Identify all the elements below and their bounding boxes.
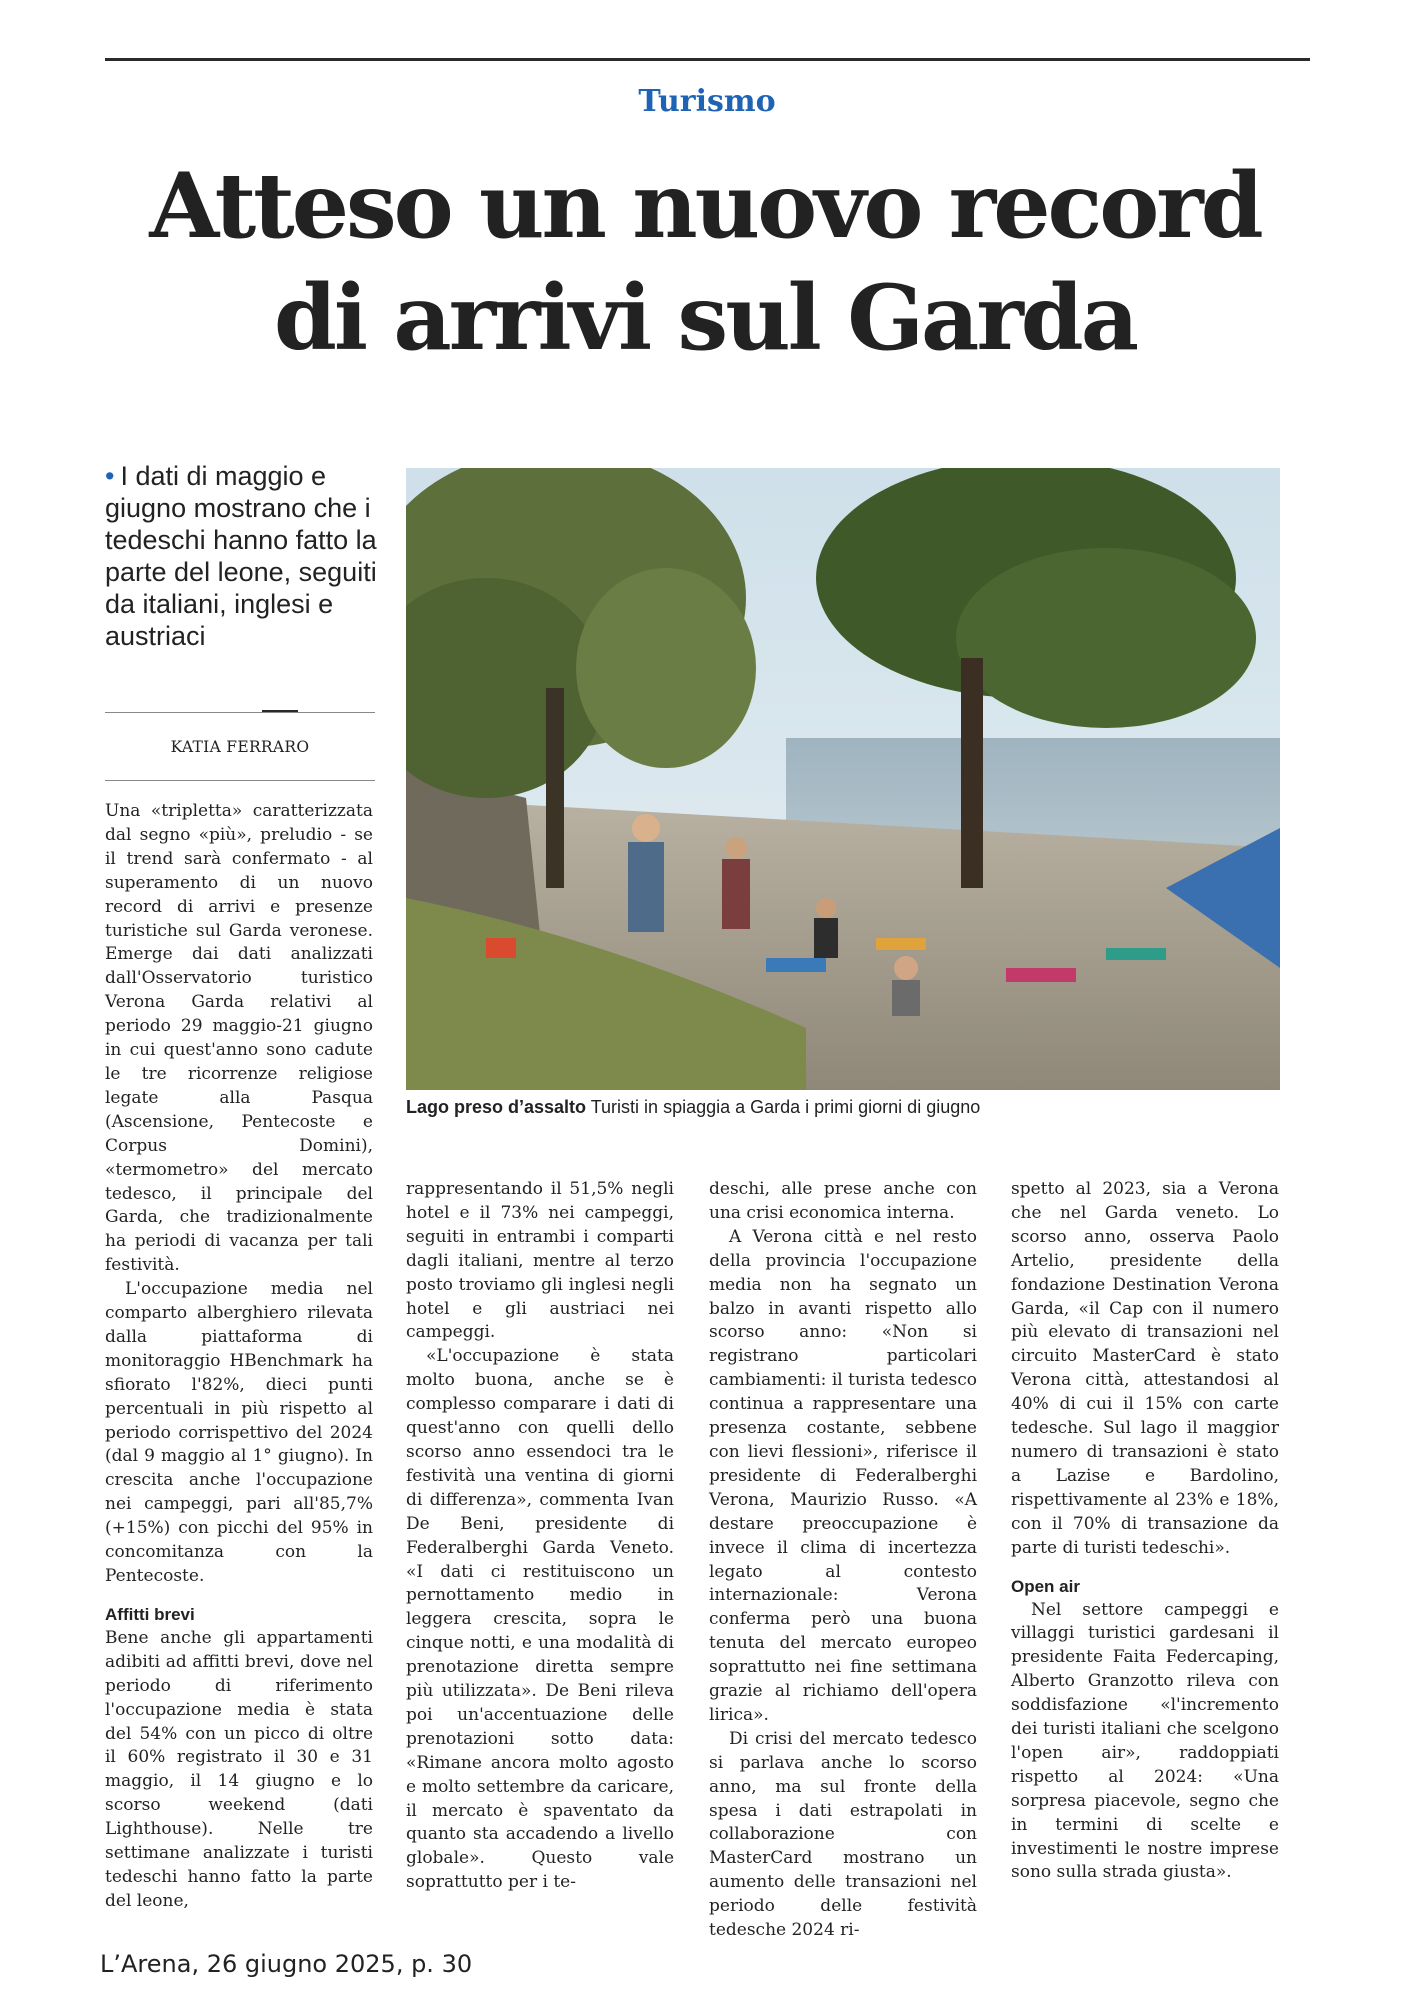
column-3-paragraph-3: Di crisi del mercato tedesco si parlava anche lo scorso anno, ma sul fronte della spesa i dati estrapolati in collaborazione con MasterCard mostrano un aumento delle transazioni nel periodo delle festività tedesche 2024 ri- (709, 1728, 977, 1941)
column-1 (105, 800, 373, 1914)
column-2 (406, 1178, 674, 1895)
caption-text: Turisti in spiaggia a Garda i primi giorni di giugno (586, 1097, 981, 1117)
headline-line-1: Atteso un nuovo record (149, 153, 1261, 259)
source-footer: L’Arena, 26 giugno 2025, p. 30 (100, 1950, 473, 1978)
section-label: Turismo (638, 84, 776, 119)
photo-caption (406, 1097, 1280, 1118)
byline-rule-bottom (105, 780, 375, 781)
byline-rule-top (105, 712, 375, 713)
column-2-paragraph-2: «L'occupazione è stata molto buona, anche se è complesso comparare i dati di quest'anno con quelli dello scorso anno essendoci tra le festività una ventina di giorni di differenza», commenta Ivan De Beni, presidente di Federalberghi Garda Veneto. «I dati ci restituiscono un pernottamento medio in leggera crescita, sopra le cinque notti, e una modalità di prenotazione diretta sempre più utilizzata». De Beni rileva poi un'accentuazione delle prenotazioni sotto data: «Rimane ancora molto agosto e molto settembre da caricare, il mercato è spaventato da quanto sta accadendo a livello globale». Questo vale soprattutto per i te- (406, 1346, 674, 1893)
summary (105, 460, 377, 652)
headline (60, 150, 1350, 374)
column-1-paragraph-3: Bene anche gli appartamenti adibiti ad affitti brevi, dove nel periodo di riferimento l'occupazione media è stata del 54% con un picco di oltre il 60% registrato il 30 e 31 maggio, il 14 giugno e lo scorso weekend (dati Lighthouse). Nelle tre settimane analizzate i turisti tedeschi hanno fatto la parte del leone, (105, 1627, 373, 1911)
top-rule (105, 58, 1310, 61)
column-3-paragraph-2: A Verona città e nel resto della provincia l'occupazione media non ha segnato un balzo in avanti rispetto allo scorso anno: «Non si registrano particolari cambiamenti: il turista tedesco continua a rappresentare una presenza costante, sebbene con lievi flessioni», riferisce il presidente di Federalberghi Verona, Maurizio Russo. «A destare preoccupazione è invece il clima di incertezza legato al contesto internazionale: Verona conferma però una buona tenuta del mercato europeo soprattutto nei fine settimana grazie al richiamo dell'opera lirica». (709, 1226, 977, 1725)
byline: KATIA FERRARO (170, 738, 310, 756)
subheading-affitti-brevi: Affitti brevi (105, 1604, 195, 1624)
headline-line-2: di arrivi sul Garda (273, 265, 1137, 371)
column-4 (1011, 1178, 1279, 1885)
column-1-paragraph-1: Una «tripletta» caratterizzata dal segno «più», preludio - se il trend sarà confermato - al superamento di un nuovo record di arrivi e presenze turistiche sul Garda veronese. Emerge dai dati analizzati dall'Osservatorio turistico Verona Garda relativi al periodo 29 maggio-21 giugno in cui quest'anno sono cadute le tre ricorrenze religiose legate alla Pasqua (Ascensione, Pentecoste e Corpus Domini), «termometro» del mercato tedesco, il principale del Garda, che tradizionalmente ha periodi di vacanza per tali festività. (105, 801, 373, 1276)
summary-text: I dati di maggio e giugno mostrano che i tedeschi hanno fatto la parte del leone, seguiti da italiani, inglesi e austriaci (105, 461, 377, 651)
column-3-paragraph-1: deschi, alle prese anche con una crisi economica interna. (709, 1179, 977, 1223)
column-3 (709, 1178, 977, 1943)
column-2-paragraph-1: rappresentando il 51,5% negli hotel e il 73% nei campeggi, seguiti in entrambi i comparti dagli italiani, mentre al terzo posto troviamo gli inglesi negli hotel e gli austriaci nei campeggi. (406, 1179, 674, 1343)
column-4-paragraph-2: Nel settore campeggi e villaggi turistici gardesani il presidente Faita Federcaping, Alberto Granzotto rileva con soddisfazione «l'incremento dei turisti italiani che scelgono l'open air», raddoppiati rispetto al 2024: «Una sorpresa piacevole, segno che in termini di scelte e investimenti le nostre imprese sono sulla strada giusta». (1011, 1599, 1279, 1883)
beach-photo (406, 468, 1280, 1090)
column-1-spacer (105, 1589, 373, 1603)
column-1-paragraph-2: L'occupazione media nel comparto alberghiero rilevata dalla piattaforma di monitoraggio HBenchmark ha sfiorato l'82%, dieci punti percentuali in più rispetto al periodo corrispettivo del 2024 (dal 9 maggio al 1° giugno). In crescita anche l'occupazione nei campeggi, pari all'85,7% (+15%) con picchi del 95% in concomitanza con la Pentecoste. (105, 1279, 373, 1586)
caption-title: Lago preso d’assalto (406, 1097, 587, 1117)
bullet-icon: • (105, 461, 115, 491)
column-4-spacer (1011, 1561, 1279, 1575)
subheading-open-air: Open air (1011, 1576, 1080, 1596)
column-4-paragraph-1: spetto al 2023, sia a Verona che nel Garda veneto. Lo scorso anno, osserva Paolo Artelio, presidente della fondazione Destination Verona Garda, «il Cap con il numero più elevato di transazioni nel circuito MasterCard è stato Verona città, attestandosi al 40% di cui il 15% con carte tedesche. Sul lago il maggior numero di transazioni è stato a Lazise e Bardolino, rispettivamente al 23% e 18%, con il 70% di transazione da parte di turisti tedeschi». (1011, 1179, 1279, 1558)
